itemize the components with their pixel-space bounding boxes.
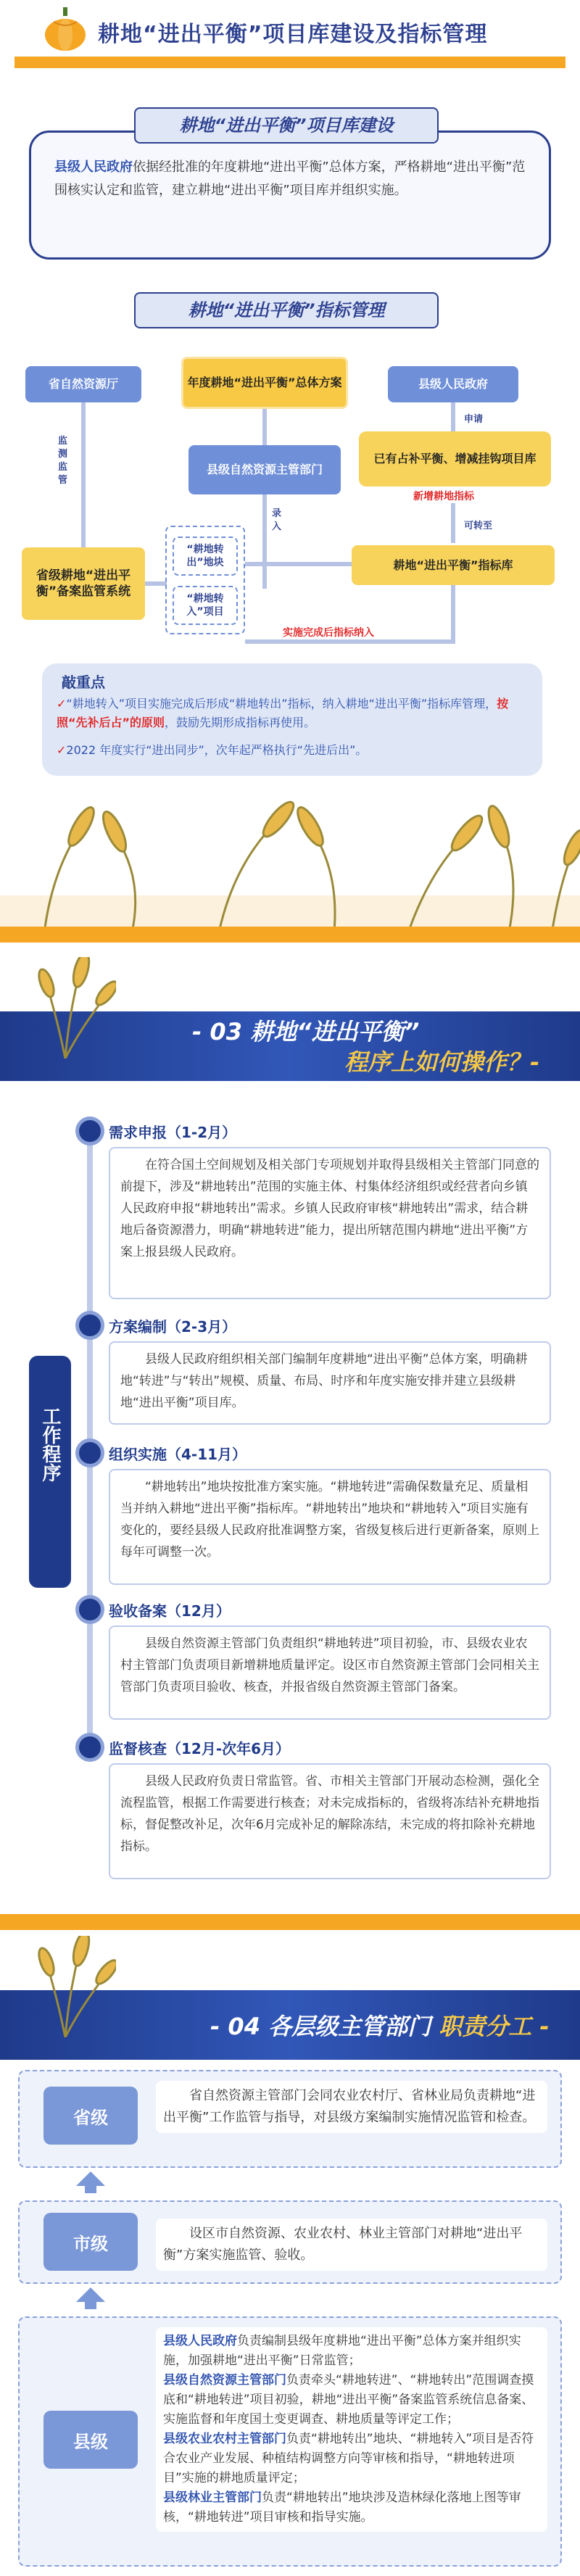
work-procedure-tag: 工作程序	[29, 1356, 71, 1588]
banner3-title: - 03 耕地“进出平衡”	[192, 1018, 420, 1045]
level-city-text: 设区市自然资源、农业农村、林业主管部门对耕地“进出平衡”方案实施监管、验收。	[156, 2219, 547, 2271]
step-marker-1	[75, 1117, 104, 1146]
page-title: 耕地“进出平衡”项目库建设及指标管理	[98, 22, 488, 47]
label-transferable: 可转至	[464, 521, 493, 531]
node-in-project: “耕地转入”项目	[173, 586, 238, 625]
step-title-5: 监督核查（12月-次年6月）	[109, 1740, 291, 1757]
arrow-apply	[451, 402, 455, 431]
check-icon: ✓	[57, 697, 67, 711]
key-point-1: ✓“耕地转入”项目实施完成后形成“耕地转出”指标，纳入耕地“进出平衡”指标库管理，按照“先补后占”的原则，鼓励先期形成指标再使用。	[57, 697, 509, 729]
level-province-text: 省自然资源主管部门会同农业农村厅、省林业局负责耕地“进出平衡”工作监管与指导，对县级方案编制实施情况监管和检查。	[156, 2081, 547, 2133]
banner4-title: - 04 各层级主管部门 职责分工 -	[210, 2013, 550, 2040]
section-divider	[0, 927, 580, 943]
key-point-1-highlight: 按照“先补后占”的原则	[57, 697, 509, 729]
arrow-up-icon	[76, 2171, 105, 2193]
node-county-resource: 县级自然资源主管部门	[188, 445, 341, 494]
wheat-field-icon	[0, 787, 580, 939]
timeline	[87, 1117, 93, 1740]
key-point-2: ✓2022 年度实行“进出同步”，次年起严格执行“先进后出”。	[57, 743, 368, 757]
title-underline	[14, 57, 566, 68]
arrow-transfer	[451, 503, 455, 543]
wheat-icon	[36, 957, 116, 1059]
level-city: 市级	[44, 2213, 138, 2271]
step-marker-2	[75, 1311, 104, 1340]
arrow-input	[262, 494, 267, 589]
banner4-highlight: 职责分工 -	[439, 2013, 550, 2040]
level-county-text: 县级人民政府负责编制县级年度耕地“进出平衡”总体方案并组织实施，加强耕地“进出平衡”日常监管； 县级自然资源主管部门负责牵头“耕地转进”、“耕地转出”范围调查摸底和“耕地转进”项目初验，耕地“进出平衡”备案监管系统信息备案、实施监督和年度国土变更调查、耕地质量等评定工作； 县级农业农村主管部门负责“耕地转出”地块、“耕地转入”项目是否符合农业产业发展、种植结构调整方向等审核和指导，“耕地转进项目”实施的耕地质量评定； 县级林业主管部门负责“耕地转出”地块涉及造林绿化落地上图等审核，“耕地转进”项目审核和指导实施。	[156, 2327, 547, 2532]
step-marker-4	[75, 1595, 104, 1624]
step-marker-3	[75, 1438, 104, 1467]
step-title-3: 组织实施（4-11月）	[109, 1446, 247, 1463]
step-title-4: 验收备案（12月）	[109, 1602, 231, 1620]
node-out-block: “耕地转出”地块	[173, 537, 238, 576]
label-input: 录入	[272, 508, 282, 532]
step-title-2: 方案编制（2-3月）	[109, 1318, 237, 1335]
key-points-title: 敲重点	[62, 674, 105, 691]
node-annual-plan: 年度耕地“进出平衡”总体方案	[181, 357, 348, 409]
arrow-completed-up	[451, 585, 455, 644]
step-text-2: 县级人民政府组织相关部门编制年度耕地“进出平衡”总体方案，明确耕地“转进”与“转出”规模、质量、布局、时序和年度实施安排并建立县级耕地“进出平衡”项目库。	[109, 1341, 551, 1425]
section-label-indicator: 耕地“进出平衡”指标管理	[134, 292, 439, 328]
step-text-1: 在符合国土空间规划及相关部门专项规划并取得县级相关主管部门同意的前提下，涉及“耕地转出”范围的实施主体、村集体经济组织或经营者向乡镇人民政府申报“耕地转出”需求。乡镇人民政府审核“耕地转出”需求，结合耕地后备资源潜力，明确“耕地转进”能力，提出所辖范围内耕地“进出平衡”方案上报县级人民政府。	[109, 1147, 551, 1299]
node-prov-system: 省级耕地“进出平衡”备案监管系统	[22, 547, 145, 620]
arrow-up-icon	[76, 2287, 105, 2309]
label-monitor: 监测监管	[58, 436, 68, 486]
node-county-gov: 县级人民政府	[388, 366, 518, 402]
node-indicator-lib: 耕地“进出平衡”指标库	[352, 545, 555, 585]
arrow-monitor	[81, 402, 86, 547]
label-new-indicator: 新增耕地指标	[413, 491, 474, 502]
wheat-icon	[36, 1936, 116, 2037]
county-agri-keyword: 县级农业农村主管部门	[163, 2432, 286, 2446]
county-gov-keyword: 县级人民政府	[54, 160, 133, 175]
level-county: 县级	[44, 2411, 138, 2469]
section-label-library: 耕地“进出平衡”项目库建设	[134, 107, 439, 144]
arrow-plan-down	[262, 409, 267, 445]
banner3-highlight: 程序上如何操作？-	[344, 1048, 540, 1076]
pumpkin-icon	[44, 6, 87, 52]
library-paragraph-text: 依据经批准的年度耕地“进出平衡”总体方案，严格耕地“进出平衡”范围核实认定和监管，建立耕地“进出平衡”项目库并组织实施。	[54, 160, 526, 198]
level-province: 省级	[44, 2087, 138, 2145]
step-text-5: 县级人民政府负责日常监管。省、市相关主管部门开展动态检测，强化全流程监管，根据工作需要进行核查；对未完成指标的，省级将冻结补充耕地指标，督促整改补足，次年6月完成补足的解除冻结，未完成的将扣除补充耕地指标。	[109, 1763, 551, 1879]
node-existing-project: 已有占补平衡、增减挂钩项目库	[359, 431, 551, 486]
node-prov-resource: 省自然资源厅	[25, 366, 141, 402]
section-divider	[0, 1914, 580, 1930]
label-completed: 实施完成后指标纳入	[283, 627, 374, 639]
county-resource-keyword: 县级自然资源主管部门	[163, 2373, 286, 2387]
check-icon: ✓	[57, 743, 67, 757]
label-apply: 申请	[464, 414, 484, 425]
step-text-3: “耕地转出”地块按批准方案实施。“耕地转进”需确保数量充足、质量相当并纳入耕地“进出平衡”指标库。“耕地转出”地块和“耕地转入”项目实施有变化的，要经县级人民政府批准调整方案，省级复核后进行更新备案，原则上每年可调整一次。	[109, 1469, 551, 1585]
county-forest-keyword: 县级林业主管部门	[163, 2490, 262, 2505]
step-marker-5	[75, 1733, 104, 1762]
arrow-completed	[245, 639, 452, 644]
step-title-1: 需求申报（1-2月）	[109, 1124, 237, 1141]
county-gov-keyword: 县级人民政府	[163, 2334, 237, 2348]
arrow-to-system	[145, 581, 167, 586]
library-paragraph	[54, 156, 533, 202]
step-text-4: 县级自然资源主管部门负责组织“耕地转进”项目初验，市、县级农业农村主管部门负责项目新增耕地质量评定。设区市自然资源主管部门会同相关主管部门负责项目验收、核查，并报省级自然资源主管部门备案。	[109, 1625, 551, 1720]
arrow-to-lib	[245, 562, 352, 566]
